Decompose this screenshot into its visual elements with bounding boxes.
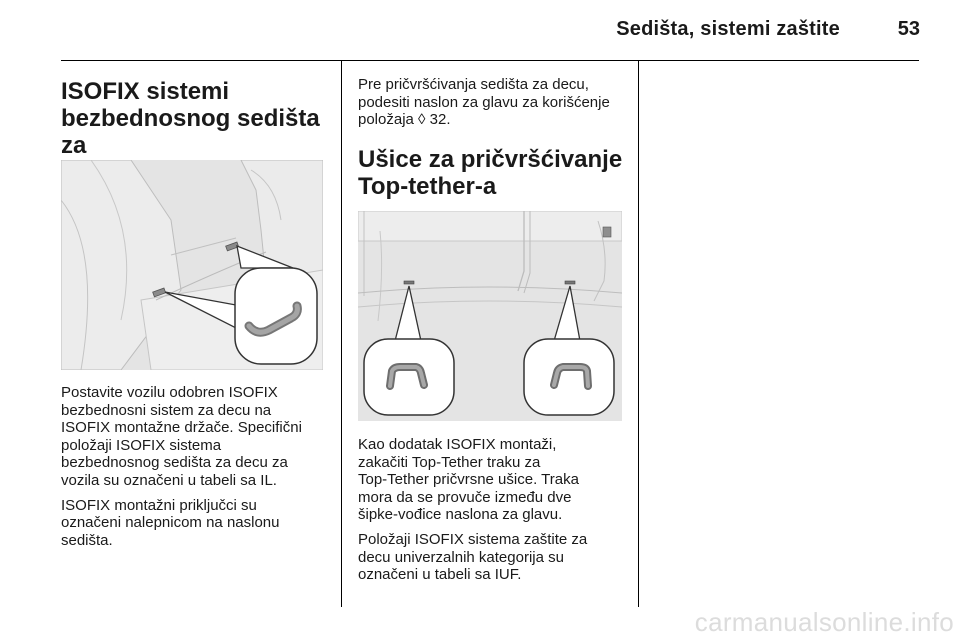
text-line: Top-Tether pričvrsne ušice. Traka	[358, 471, 579, 489]
middle-column	[358, 76, 633, 200]
text-line: položaji ISOFIX sistema	[61, 436, 222, 454]
left-text	[61, 384, 336, 549]
isofix-figure	[61, 160, 323, 370]
top-tether-illustration	[358, 211, 622, 421]
text-line	[358, 111, 633, 129]
top-tether-paragraph-2	[358, 531, 633, 584]
middle-text	[358, 436, 633, 584]
page-reference-arrow: ◊	[418, 111, 426, 129]
text-line: podesiti naslon za glavu za korišćenje	[358, 93, 610, 111]
text-fragment: položaja	[358, 111, 419, 129]
text-line: decu univerzalnih kategorija su	[358, 548, 564, 566]
column-divider-1	[341, 61, 342, 607]
text-line: šipke-vođice naslona za glavu.	[358, 506, 563, 524]
heading-line: Top-tether-a	[358, 172, 497, 200]
heading-line: bezbednosnog sedišta za	[61, 105, 320, 159]
watermark: carmanualsonline.info	[694, 607, 954, 637]
top-tether-figure	[358, 211, 622, 421]
text-line: Kao dodatak ISOFIX montaži,	[358, 436, 557, 453]
text-line: Postavite vozilu odobren ISOFIX	[61, 384, 278, 401]
heading-line: ISOFIX sistemi	[61, 78, 230, 105]
isofix-paragraph-2	[61, 497, 336, 550]
section-title: Sedišta, sistemi zaštite	[616, 18, 840, 40]
text-line: označeni nalepnicom na naslonu	[61, 514, 280, 532]
text-line: Pre pričvršćivanja sedišta za decu,	[358, 76, 589, 93]
text-line: vozila su označeni u tabeli sa IL.	[61, 471, 277, 489]
isofix-paragraph-1	[61, 384, 336, 490]
column-divider-2	[638, 61, 639, 607]
text-line: Položaji ISOFIX sistema zaštite za	[358, 530, 588, 548]
headrest-intro-paragraph	[358, 76, 633, 129]
text-line: mora da se provuče između dve	[358, 488, 572, 506]
header-rule	[61, 60, 919, 61]
text-line: bezbednosni sistem za decu na	[61, 401, 272, 419]
text-line: ISOFIX montažne držače. Specifični	[61, 419, 302, 437]
text-line: zakačiti Top-Tether traku za	[358, 453, 541, 471]
top-tether-paragraph-1	[358, 436, 633, 524]
heading-line: Ušice za pričvršćivanje	[358, 145, 623, 173]
page-number: 53	[897, 18, 920, 40]
text-line: označeni u tabeli sa IUF.	[358, 566, 522, 584]
text-line: bezbednosnog sedišta za decu za	[61, 454, 288, 472]
isofix-illustration	[61, 160, 323, 370]
top-tether-heading	[358, 146, 633, 200]
text-line: ISOFIX montažni priključci su	[61, 496, 257, 514]
page-reference-number: 32.	[425, 111, 451, 129]
text-line: sedišta.	[61, 531, 113, 549]
